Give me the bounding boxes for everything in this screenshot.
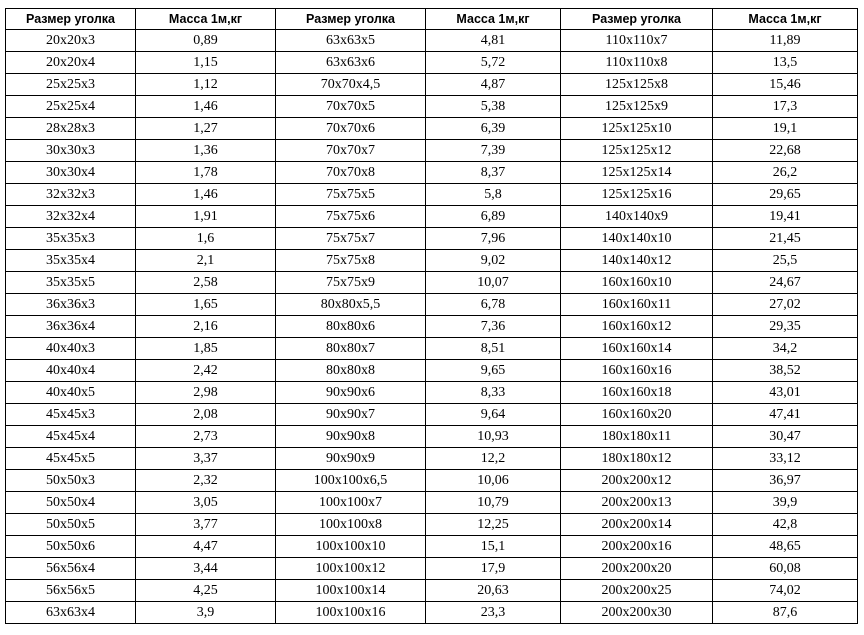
size-cell: 35x35x5 <box>6 272 136 294</box>
size-cell: 140x140x12 <box>561 250 713 272</box>
mass-cell: 6,89 <box>426 206 561 228</box>
size-cell: 63x63x5 <box>276 30 426 52</box>
mass-cell: 5,8 <box>426 184 561 206</box>
mass-cell: 9,65 <box>426 360 561 382</box>
header-size-1: Размер уголка <box>6 9 136 30</box>
size-cell: 80x80x5,5 <box>276 294 426 316</box>
table-row <box>6 272 858 294</box>
size-cell: 90x90x9 <box>276 448 426 470</box>
size-cell: 160x160x16 <box>561 360 713 382</box>
size-cell: 56x56x4 <box>6 558 136 580</box>
mass-cell: 2,42 <box>136 360 276 382</box>
table-row <box>6 470 858 492</box>
size-cell: 140x140x10 <box>561 228 713 250</box>
size-cell: 80x80x7 <box>276 338 426 360</box>
mass-cell: 87,6 <box>713 602 858 624</box>
size-cell: 80x80x6 <box>276 316 426 338</box>
size-cell: 70x70x6 <box>276 118 426 140</box>
table-row <box>6 294 858 316</box>
table-row <box>6 74 858 96</box>
size-cell: 20x20x4 <box>6 52 136 74</box>
size-cell: 125x125x8 <box>561 74 713 96</box>
size-cell: 110x110x7 <box>561 30 713 52</box>
table-container <box>5 8 858 624</box>
mass-cell: 36,97 <box>713 470 858 492</box>
table-row <box>6 448 858 470</box>
size-cell: 90x90x6 <box>276 382 426 404</box>
mass-cell: 13,5 <box>713 52 858 74</box>
table-row <box>6 360 858 382</box>
mass-cell: 1,15 <box>136 52 276 74</box>
size-cell: 40x40x4 <box>6 360 136 382</box>
mass-cell: 12,2 <box>426 448 561 470</box>
size-cell: 125x125x14 <box>561 162 713 184</box>
mass-cell: 1,46 <box>136 96 276 118</box>
mass-cell: 15,46 <box>713 74 858 96</box>
size-cell: 45x45x3 <box>6 404 136 426</box>
size-cell: 160x160x18 <box>561 382 713 404</box>
mass-cell: 7,39 <box>426 140 561 162</box>
header-size-2: Размер уголка <box>276 9 426 30</box>
size-cell: 25x25x3 <box>6 74 136 96</box>
size-cell: 100x100x7 <box>276 492 426 514</box>
size-cell: 70x70x8 <box>276 162 426 184</box>
mass-cell: 10,06 <box>426 470 561 492</box>
table-row <box>6 206 858 228</box>
mass-cell: 4,47 <box>136 536 276 558</box>
size-cell: 35x35x4 <box>6 250 136 272</box>
size-cell: 70x70x4,5 <box>276 74 426 96</box>
size-cell: 200x200x16 <box>561 536 713 558</box>
size-cell: 56x56x5 <box>6 580 136 602</box>
size-cell: 100x100x16 <box>276 602 426 624</box>
mass-cell: 4,87 <box>426 74 561 96</box>
mass-cell: 3,05 <box>136 492 276 514</box>
mass-cell: 17,3 <box>713 96 858 118</box>
mass-cell: 1,85 <box>136 338 276 360</box>
mass-cell: 4,25 <box>136 580 276 602</box>
mass-cell: 38,52 <box>713 360 858 382</box>
mass-cell: 10,79 <box>426 492 561 514</box>
mass-cell: 0,89 <box>136 30 276 52</box>
size-cell: 63x63x4 <box>6 602 136 624</box>
size-cell: 160x160x12 <box>561 316 713 338</box>
size-cell: 125x125x9 <box>561 96 713 118</box>
size-cell: 200x200x25 <box>561 580 713 602</box>
size-cell: 160x160x14 <box>561 338 713 360</box>
size-cell: 25x25x4 <box>6 96 136 118</box>
mass-cell: 17,9 <box>426 558 561 580</box>
size-cell: 100x100x14 <box>276 580 426 602</box>
size-cell: 125x125x12 <box>561 140 713 162</box>
mass-cell: 3,44 <box>136 558 276 580</box>
header-mass-1: Масса 1м,кг <box>136 9 276 30</box>
size-cell: 75x75x6 <box>276 206 426 228</box>
mass-cell: 10,93 <box>426 426 561 448</box>
table-row <box>6 536 858 558</box>
mass-cell: 1,6 <box>136 228 276 250</box>
size-cell: 45x45x5 <box>6 448 136 470</box>
mass-cell: 29,35 <box>713 316 858 338</box>
size-cell: 90x90x7 <box>276 404 426 426</box>
mass-cell: 25,5 <box>713 250 858 272</box>
table-row <box>6 140 858 162</box>
size-cell: 35x35x3 <box>6 228 136 250</box>
mass-cell: 20,63 <box>426 580 561 602</box>
size-cell: 160x160x10 <box>561 272 713 294</box>
header-row <box>6 9 858 30</box>
table-row <box>6 426 858 448</box>
table-row <box>6 580 858 602</box>
mass-cell: 27,02 <box>713 294 858 316</box>
mass-cell: 8,51 <box>426 338 561 360</box>
mass-cell: 1,46 <box>136 184 276 206</box>
size-cell: 50x50x3 <box>6 470 136 492</box>
size-cell: 180x180x12 <box>561 448 713 470</box>
size-cell: 28x28x3 <box>6 118 136 140</box>
mass-cell: 6,78 <box>426 294 561 316</box>
size-cell: 32x32x4 <box>6 206 136 228</box>
size-cell: 30x30x4 <box>6 162 136 184</box>
mass-cell: 4,81 <box>426 30 561 52</box>
mass-cell: 24,67 <box>713 272 858 294</box>
size-cell: 110x110x8 <box>561 52 713 74</box>
table-row <box>6 514 858 536</box>
mass-cell: 47,41 <box>713 404 858 426</box>
size-cell: 50x50x6 <box>6 536 136 558</box>
size-cell: 50x50x4 <box>6 492 136 514</box>
size-cell: 200x200x30 <box>561 602 713 624</box>
mass-cell: 1,78 <box>136 162 276 184</box>
mass-cell: 2,73 <box>136 426 276 448</box>
table-row <box>6 184 858 206</box>
mass-cell: 2,32 <box>136 470 276 492</box>
table-row <box>6 96 858 118</box>
size-cell: 180x180x11 <box>561 426 713 448</box>
table-row <box>6 316 858 338</box>
mass-cell: 74,02 <box>713 580 858 602</box>
table-row <box>6 250 858 272</box>
mass-cell: 29,65 <box>713 184 858 206</box>
size-cell: 140x140x9 <box>561 206 713 228</box>
mass-cell: 6,39 <box>426 118 561 140</box>
size-cell: 40x40x5 <box>6 382 136 404</box>
mass-cell: 19,1 <box>713 118 858 140</box>
mass-cell: 22,68 <box>713 140 858 162</box>
mass-cell: 3,9 <box>136 602 276 624</box>
size-cell: 125x125x10 <box>561 118 713 140</box>
size-cell: 90x90x8 <box>276 426 426 448</box>
mass-cell: 19,41 <box>713 206 858 228</box>
mass-cell: 8,33 <box>426 382 561 404</box>
mass-cell: 5,38 <box>426 96 561 118</box>
table-row <box>6 558 858 580</box>
mass-cell: 10,07 <box>426 272 561 294</box>
mass-cell: 34,2 <box>713 338 858 360</box>
size-cell: 100x100x10 <box>276 536 426 558</box>
mass-cell: 60,08 <box>713 558 858 580</box>
table-row <box>6 492 858 514</box>
size-cell: 200x200x20 <box>561 558 713 580</box>
size-cell: 125x125x16 <box>561 184 713 206</box>
mass-cell: 2,58 <box>136 272 276 294</box>
size-cell: 100x100x12 <box>276 558 426 580</box>
mass-cell: 21,45 <box>713 228 858 250</box>
mass-cell: 1,36 <box>136 140 276 162</box>
size-cell: 70x70x5 <box>276 96 426 118</box>
mass-cell: 1,27 <box>136 118 276 140</box>
mass-cell: 1,65 <box>136 294 276 316</box>
mass-cell: 9,02 <box>426 250 561 272</box>
size-cell: 160x160x11 <box>561 294 713 316</box>
mass-cell: 5,72 <box>426 52 561 74</box>
angle-mass-table <box>5 8 858 624</box>
header-mass-2: Масса 1м,кг <box>426 9 561 30</box>
mass-cell: 15,1 <box>426 536 561 558</box>
size-cell: 30x30x3 <box>6 140 136 162</box>
size-cell: 100x100x8 <box>276 514 426 536</box>
table-row <box>6 118 858 140</box>
size-cell: 75x75x7 <box>276 228 426 250</box>
size-cell: 75x75x8 <box>276 250 426 272</box>
size-cell: 36x36x3 <box>6 294 136 316</box>
table-row <box>6 404 858 426</box>
table-row <box>6 602 858 624</box>
mass-cell: 3,37 <box>136 448 276 470</box>
size-cell: 70x70x7 <box>276 140 426 162</box>
size-cell: 75x75x9 <box>276 272 426 294</box>
mass-cell: 11,89 <box>713 30 858 52</box>
size-cell: 200x200x12 <box>561 470 713 492</box>
mass-cell: 2,08 <box>136 404 276 426</box>
mass-cell: 9,64 <box>426 404 561 426</box>
mass-cell: 48,65 <box>713 536 858 558</box>
table-body <box>6 30 858 624</box>
size-cell: 75x75x5 <box>276 184 426 206</box>
table-row <box>6 162 858 184</box>
size-cell: 36x36x4 <box>6 316 136 338</box>
table-row <box>6 30 858 52</box>
table-row <box>6 338 858 360</box>
mass-cell: 30,47 <box>713 426 858 448</box>
size-cell: 45x45x4 <box>6 426 136 448</box>
header-size-3: Размер уголка <box>561 9 713 30</box>
mass-cell: 43,01 <box>713 382 858 404</box>
mass-cell: 7,36 <box>426 316 561 338</box>
mass-cell: 8,37 <box>426 162 561 184</box>
size-cell: 160x160x20 <box>561 404 713 426</box>
table-row <box>6 228 858 250</box>
size-cell: 40x40x3 <box>6 338 136 360</box>
mass-cell: 2,1 <box>136 250 276 272</box>
size-cell: 50x50x5 <box>6 514 136 536</box>
mass-cell: 42,8 <box>713 514 858 536</box>
mass-cell: 23,3 <box>426 602 561 624</box>
size-cell: 63x63x6 <box>276 52 426 74</box>
mass-cell: 2,98 <box>136 382 276 404</box>
table-row <box>6 52 858 74</box>
mass-cell: 1,91 <box>136 206 276 228</box>
size-cell: 200x200x13 <box>561 492 713 514</box>
header-mass-3: Масса 1м,кг <box>713 9 858 30</box>
size-cell: 20x20x3 <box>6 30 136 52</box>
mass-cell: 33,12 <box>713 448 858 470</box>
size-cell: 100x100x6,5 <box>276 470 426 492</box>
mass-cell: 2,16 <box>136 316 276 338</box>
mass-cell: 3,77 <box>136 514 276 536</box>
size-cell: 32x32x3 <box>6 184 136 206</box>
mass-cell: 7,96 <box>426 228 561 250</box>
mass-cell: 26,2 <box>713 162 858 184</box>
mass-cell: 12,25 <box>426 514 561 536</box>
table-row <box>6 382 858 404</box>
mass-cell: 1,12 <box>136 74 276 96</box>
size-cell: 200x200x14 <box>561 514 713 536</box>
size-cell: 80x80x8 <box>276 360 426 382</box>
mass-cell: 39,9 <box>713 492 858 514</box>
